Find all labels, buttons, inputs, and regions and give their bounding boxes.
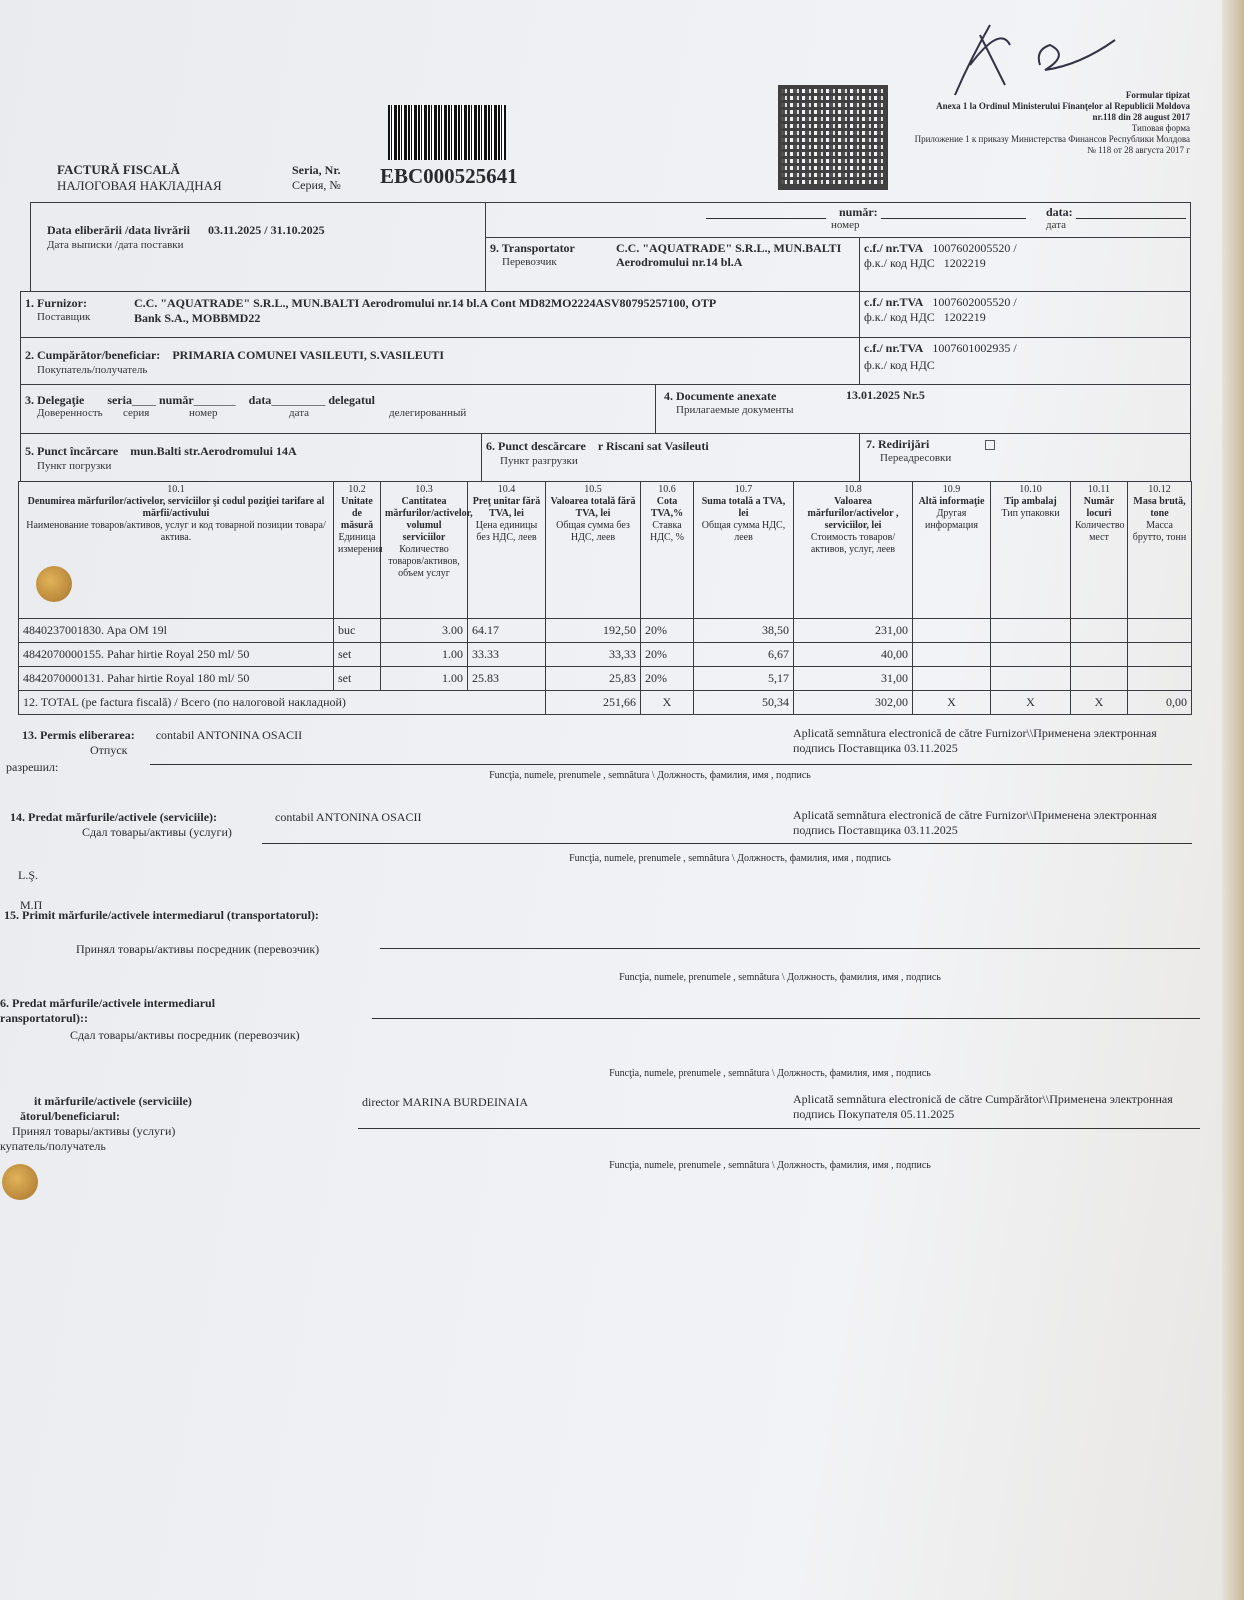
- section-13: 13. Permis eliberarea: contabil ANTONINA OSACII Отпуск: [22, 728, 303, 757]
- delegation-box: 3. Delegaţie seria____ număr_______ data_________ delegatul Доверенность серия номер дата делегированный: [20, 384, 656, 434]
- column-header: 10.11 Număr locuri Количество мест: [1071, 482, 1128, 619]
- column-header: 10.7 Suma totală a TVA, lei Общая сумма НДС, леев: [694, 482, 794, 619]
- column-header: 10.3 Cantitatea mărfurilor/activelor, volumul serviciilor Количество товаров/активов, объем услуг: [381, 482, 468, 619]
- caption-15: Funcţia, numele, prenumele , semnătura \ Должность, фамилия, имя , подпись: [619, 972, 941, 983]
- attached-docs-box: 4. Documente anexate Прилагаемые документы 13.01.2025 Nr.5: [655, 384, 1191, 434]
- esign-13: Aplicată semnătura electronică de către Furnizor\\Применена электронная подпись Поставщика 03.11.2025: [793, 726, 1157, 755]
- column-header: 10.5 Valoarea totală fără TVA, lei Общая сумма без НДС, леев: [546, 482, 641, 619]
- caption-17: Funcţia, numele, prenumele , semnătura \ Должность, фамилия, имя , подпись: [609, 1160, 931, 1171]
- section-13-label: разрешил:: [6, 760, 59, 774]
- buyer-vat-box: c.f./ nr.TVA 1007601002935 / ф.к./ код НДС: [859, 337, 1191, 385]
- unloading-point-box: 6. Punct descărcare r Riscani sat Vasileuti Пункт разгрузки: [481, 433, 860, 482]
- total-row: 12. TOTAL (pe factura fiscală) / Всего (по налоговой накладной) 251,66 X 50,34 302,00 X X X 0,00: [19, 691, 1192, 715]
- section-16-ru: Сдал товары/активы посредник (перевозчик): [70, 1028, 300, 1042]
- column-header: 10.1 Denumirea mărfurilor/activelor, serviciilor şi codul poziţiei tarifare al mărfii/activului Наименование товаров/активов, услуг и код товарной позиции товара/актива.: [19, 482, 334, 619]
- page-edge: [1222, 0, 1244, 1600]
- section-15: 15. Primit mărfurile/activele intermediarul (transportatorul):: [4, 908, 319, 922]
- buyer-box: 2. Cumpărător/beneficiar: PRIMARIA COMUNEI VASILEUTI, S.VASILEUTI Покупатель/получатель: [20, 337, 860, 385]
- caption-13: Funcţia, numele, prenumele , semnătura \ Должность, фамилия, имя , подпись: [489, 770, 811, 781]
- table-header: [19, 482, 1192, 619]
- document-title: FACTURĂ FISCALĂ НАЛОГОВАЯ НАКЛАДНАЯ: [57, 162, 222, 193]
- table-row: 4842070000131. Pahar hirtie Royal 180 ml/ 50 set 1.00 25.83 25,83 20% 5,17 31,00: [19, 667, 1192, 691]
- punch-hole: [2, 1164, 38, 1200]
- dates-box: Data eliberării /data livrării 03.11.2025 / 31.10.2025 Дата выписки /дата поставки: [30, 202, 486, 292]
- qr-code: [778, 85, 888, 190]
- redirect-box: 7. Redirijări Переадресовки: [859, 433, 1191, 482]
- number-date-box: număr: номер data: дата: [485, 202, 1191, 238]
- section-14: 14. Predat mărfurile/activele (serviciile): Сдал товары/активы (услуги): [10, 810, 232, 839]
- redirect-checkbox[interactable]: [985, 440, 995, 450]
- table-row: 4842070000155. Pahar hirtie Royal 250 ml/ 50 set 1.00 33.33 33,33 20% 6,67 40,00: [19, 643, 1192, 667]
- person-17: director MARINA BURDEINAIA: [362, 1095, 528, 1109]
- column-header: 10.4 Preţ unitar fără TVA, lei Цена единицы без НДС, леев: [468, 482, 546, 619]
- supplier-box: 1. Furnizor: Поставщик C.C. "AQUATRADE" S.R.L., MUN.BALTI Aerodromului nr.14 bl.A Cont MD82MO2224ASV80795257100, OTP Bank S.A., MOBBMD22: [20, 291, 860, 338]
- form-note: Formular tipizat Anexa 1 la Ordinul Ministerului Finanţelor al Republicii Moldova nr.118 din 28 august 2017 Типовая форма Приложение 1 к приказу Министерства Финансов Республики Молдова № 118 от 28 августа 2017 г: [914, 90, 1190, 155]
- column-header: 10.6 Cota TVA,% Ставка НДС, %: [641, 482, 694, 619]
- transporter-vat-box: c.f./ nr.TVA 1007602005520 / ф.к./ код НДС 1202219: [859, 237, 1191, 292]
- esign-17: Aplicată semnătura electronică de către Cumpărător\\Применена электронная подпись Покупателя 05.11.2025: [793, 1092, 1173, 1121]
- section-17: it mărfurile/activele (serviciile) ătorul/beneficiarul: Принял товары/активы (услуги) купатель/получатель: [0, 1094, 192, 1153]
- column-header: 10.12 Masa brută, tone Масса брутто, тонн: [1128, 482, 1192, 619]
- series-label: Seria, Nr. Серия, №: [292, 163, 341, 192]
- section-16: 6. Predat mărfurile/activele intermediarul ransportatorul)::: [0, 996, 216, 1025]
- loading-point-box: 5. Punct încărcare mun.Balti str.Aerodromului 14A Пункт погрузки: [20, 433, 482, 482]
- table-row: 4840237001830. Apa OM 19l buc 3.00 64.17 192,50 20% 38,50 231,00: [19, 619, 1192, 643]
- punch-hole: [36, 566, 72, 602]
- supplier-vat-box: c.f./ nr.TVA 1007602005520 / ф.к./ код НДС 1202219: [859, 291, 1191, 338]
- transporter-box: 9. Transportator Перевозчик C.C. "AQUATRADE" S.R.L., MUN.BALTI Aerodromului nr.14 bl.A: [485, 237, 860, 292]
- column-header: 10.9 Altă informaţie Другая информация: [913, 482, 991, 619]
- stamp-label-ru: М.П: [20, 898, 43, 912]
- barcode: [388, 105, 506, 160]
- person-14: contabil ANTONINA OSACII: [275, 810, 422, 824]
- items-table: [18, 481, 1192, 715]
- caption-14: Funcţia, numele, prenumele , semnătura \ Должность, фамилия, имя , подпись: [569, 853, 891, 864]
- stamp-label: L.Ş.: [18, 868, 39, 882]
- caption-16: Funcţia, numele, prenumele , semnătura \ Должность, фамилия, имя , подпись: [609, 1068, 931, 1079]
- column-header: 10.8 Valoarea mărfurilor/activelor , serviciilor, lei Стоимость товаров/активов, услуг, леев: [794, 482, 913, 619]
- column-header: 10.10 Tip ambalaj Тип упаковки: [991, 482, 1071, 619]
- esign-14: Aplicată semnătura electronică de către Furnizor\\Применена электронная подпись Поставщика 03.11.2025: [793, 808, 1157, 837]
- column-header: 10.2 Unitate de măsură Единица измерения: [334, 482, 381, 619]
- section-15-ru: Принял товары/активы посредник (перевозчик): [76, 942, 320, 956]
- invoice-number: EBC000525641: [380, 164, 518, 188]
